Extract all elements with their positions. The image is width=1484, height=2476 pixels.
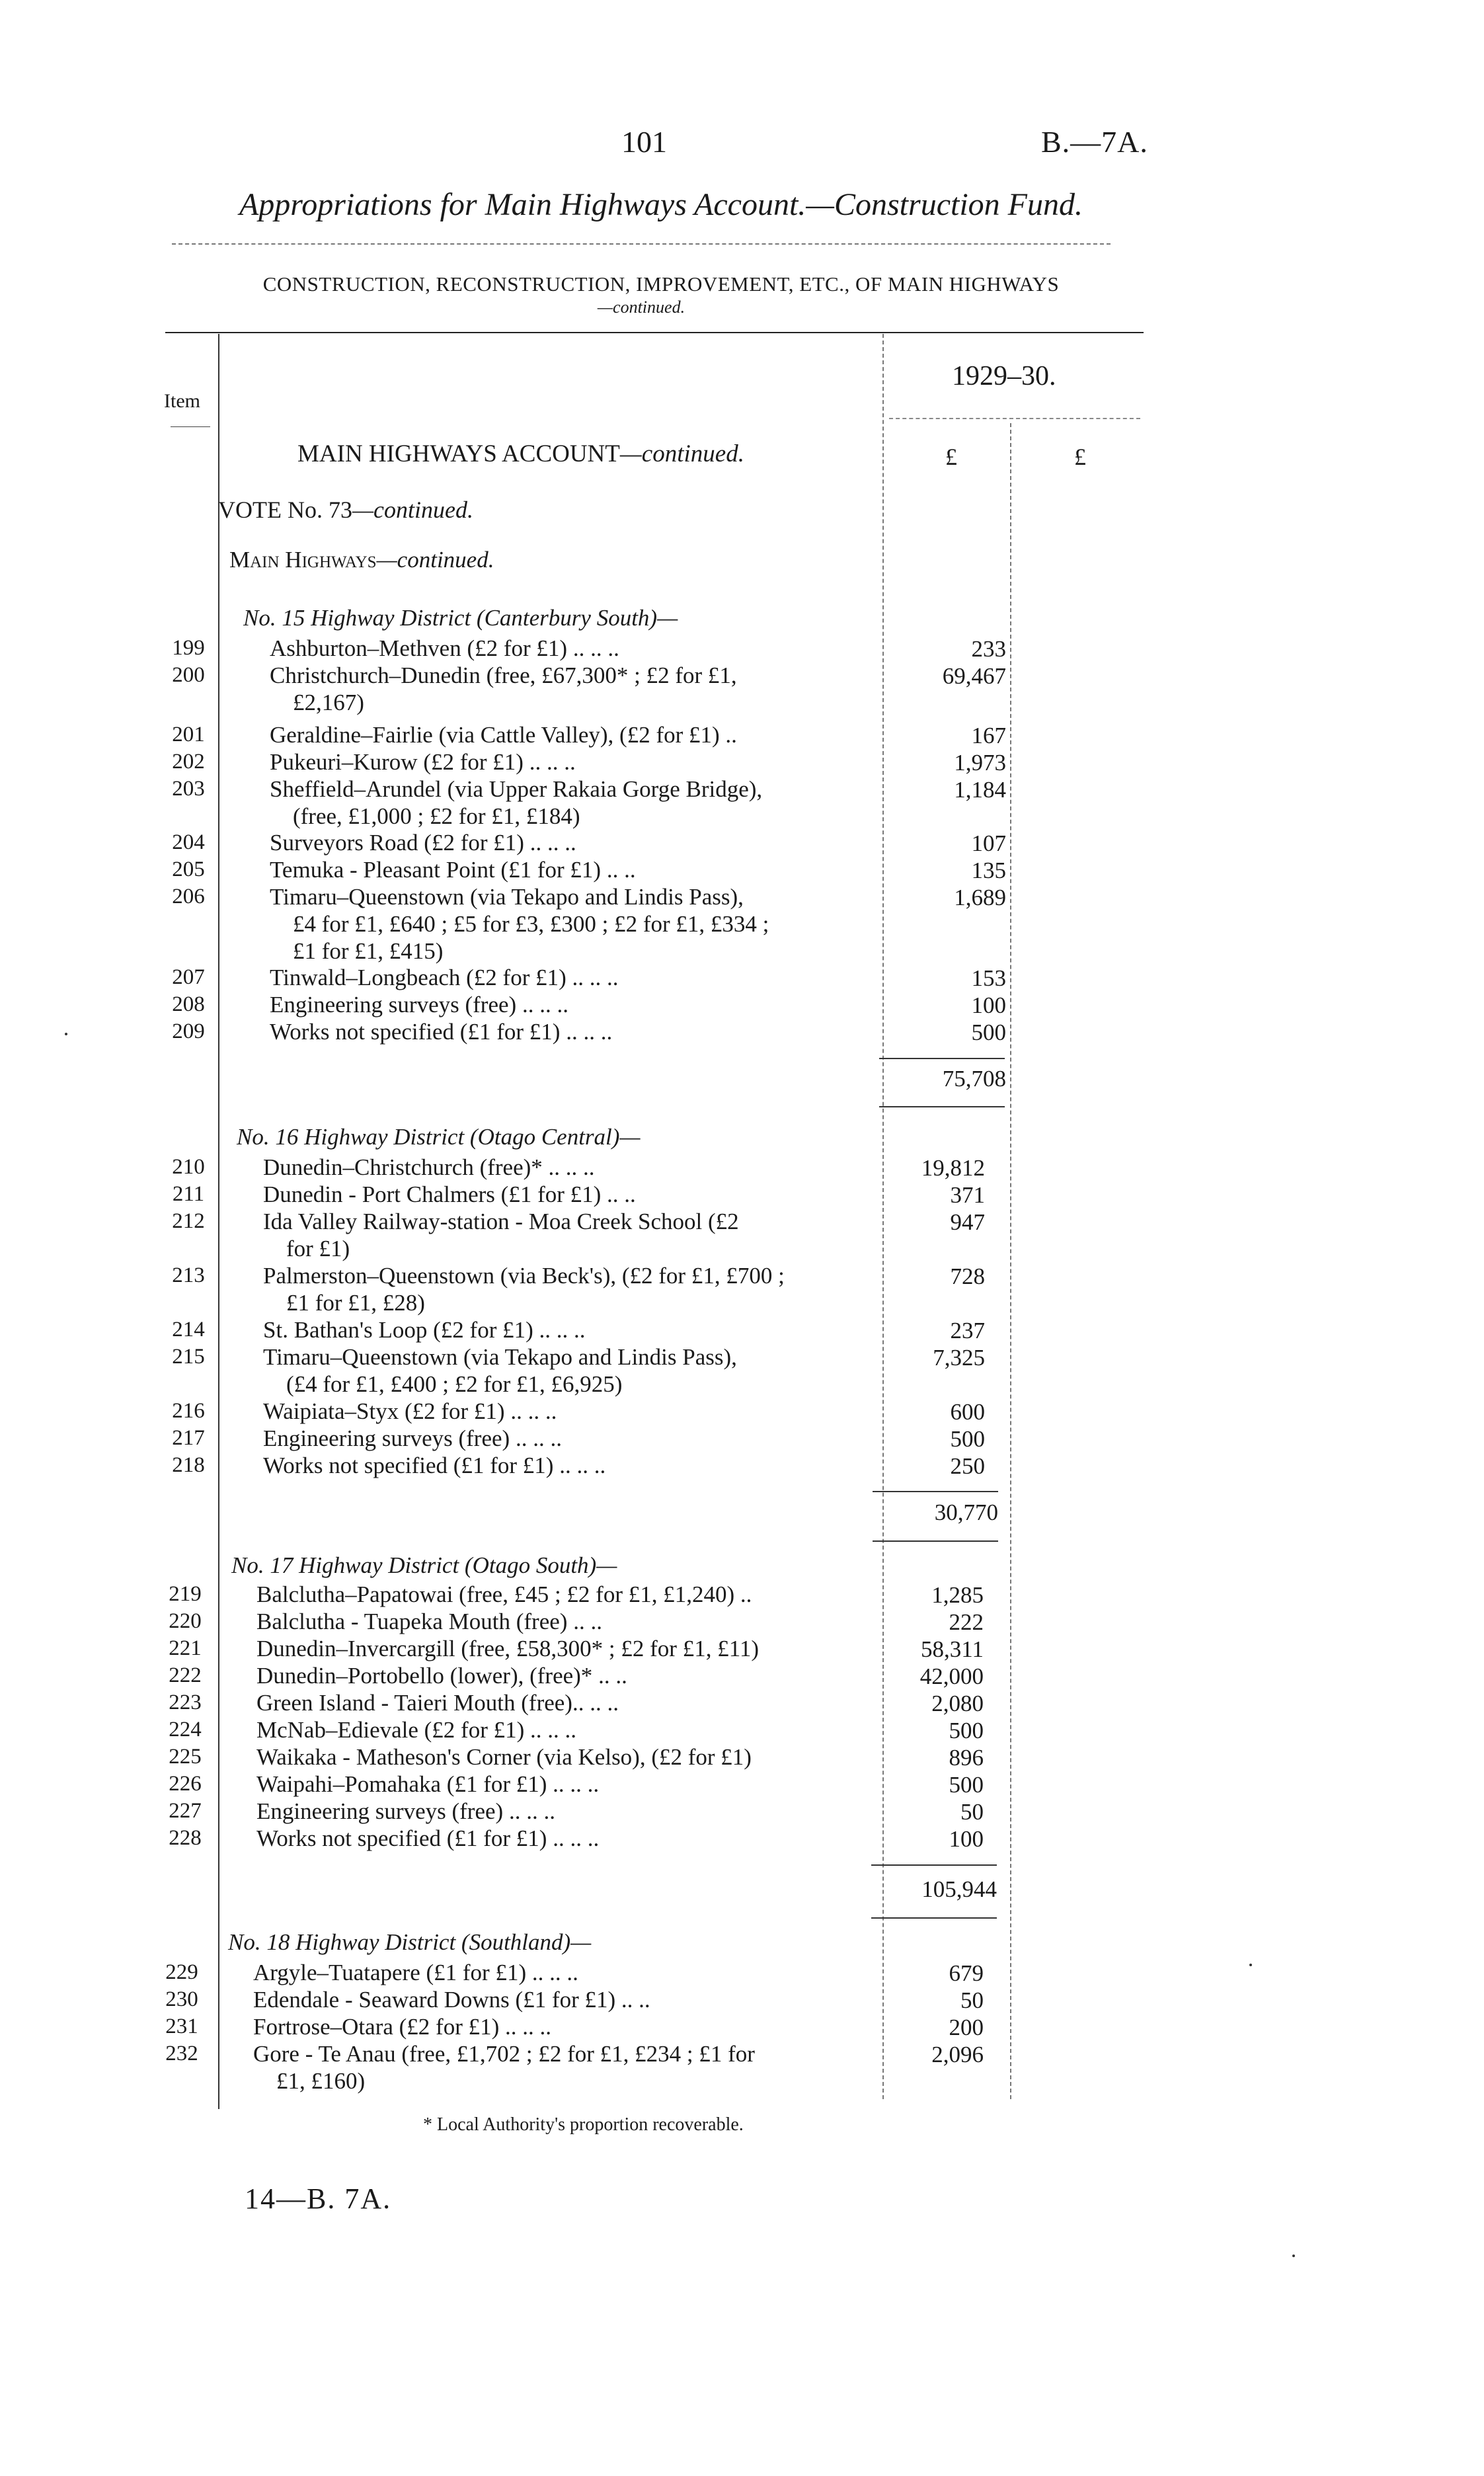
row-description-text: Works not specified (£1 for £1)	[256, 1825, 547, 1851]
row-amount: 135	[971, 858, 1006, 883]
row-leaders: .. .. ..	[533, 1317, 586, 1343]
item-number: 212	[172, 1209, 205, 1233]
row-description-text: Waikaka - Matheson's Corner (via Kelso), (£2 for £1)	[256, 1744, 752, 1770]
row-leaders: .. ..	[615, 1987, 650, 2013]
row-leaders: .. .. ..	[547, 1771, 600, 1797]
row-description	[256, 1716, 871, 1743]
item-number: 217	[172, 1426, 205, 1450]
item-number: 215	[172, 1345, 205, 1369]
row-description	[263, 1181, 878, 1208]
row-amount: 100	[949, 1826, 984, 1852]
scan-speck	[65, 1033, 67, 1035]
row-leaders: .. .. ..	[547, 1825, 600, 1851]
district-subtotal: 30,770	[934, 1499, 998, 1525]
row-description-text: Engineering surveys (free)	[263, 1425, 510, 1451]
row-description	[270, 964, 884, 991]
district-heading: No. 15 Highway District (Canterbury South)—	[243, 605, 678, 631]
row-description-text: Ashburton–Methven (£2 for £1)	[270, 635, 568, 661]
item-number: 224	[169, 1718, 202, 1741]
row-description	[270, 776, 884, 830]
row-description	[263, 1316, 878, 1343]
item-number: 231	[165, 2015, 198, 2038]
row-leaders: .. .. ..	[567, 635, 619, 661]
page-number: 101	[621, 125, 667, 159]
row-description-text: Timaru–Queenstown (via Tekapo and Lindis Pass),	[270, 884, 744, 910]
row-leaders: .. .. ..	[523, 749, 576, 775]
row-description-text: Ida Valley Railway-station - Moa Creek School (£2	[263, 1209, 739, 1234]
row-description	[270, 829, 884, 856]
account-heading	[297, 440, 744, 468]
row-description	[263, 1452, 878, 1479]
scan-speck	[1292, 2255, 1295, 2257]
row-amount: 1,689	[954, 885, 1006, 910]
row-amount: 896	[949, 1745, 984, 1771]
item-number: 225	[169, 1745, 202, 1769]
row-amount: 250	[950, 1453, 985, 1479]
row-leaders: .. ..	[601, 1181, 636, 1207]
row-leaders: .. .. ..	[560, 1019, 613, 1045]
row-amount: 1,973	[954, 750, 1006, 776]
vote-heading-continued: —continued.	[352, 497, 473, 523]
currency-symbol-column1: £	[945, 444, 957, 470]
row-amount: 153	[971, 965, 1006, 991]
row-leaders: ..	[719, 722, 737, 748]
row-amount: 2,096	[931, 2042, 984, 2067]
district-heading: No. 16 Highway District (Otago Central)—	[237, 1124, 641, 1150]
row-description	[270, 1018, 884, 1045]
item-number: 220	[169, 1609, 202, 1633]
row-description-text: St. Bathan's Loop (£2 for £1)	[263, 1317, 533, 1343]
row-description-text: Temuka - Pleasant Point (£1 for £1)	[270, 857, 602, 883]
row-amount: 237	[950, 1318, 985, 1343]
row-description-text: Green Island - Taieri Mouth (free)..	[256, 1690, 584, 1716]
row-leaders: .. .. ..	[553, 1453, 606, 1478]
row-description-continued: £2,167)	[293, 690, 364, 715]
item-number: 219	[169, 1582, 202, 1606]
scan-speck	[1249, 1964, 1252, 1966]
row-amount: 947	[950, 1209, 985, 1235]
row-description-continued: £4 for £1, £640 ; £5 for £3, £300 ; £2 for £1, £334 ;	[293, 911, 769, 937]
row-leaders: .. ..	[601, 857, 636, 883]
row-description	[256, 1608, 871, 1635]
row-description-text: Dunedin–Christchurch (free)*	[263, 1154, 543, 1180]
row-description-text: Sheffield–Arundel (via Upper Rakaia Gorge Bridge),	[270, 776, 763, 802]
row-description	[270, 856, 884, 883]
row-amount: 500	[971, 1019, 1006, 1045]
row-leaders: .. ..	[567, 1609, 602, 1634]
row-description	[256, 1798, 871, 1825]
row-description	[256, 1635, 871, 1662]
subtotal-rule	[879, 1106, 1005, 1107]
row-leaders: .. .. ..	[526, 1960, 578, 1985]
section-subtitle-continued: —continued.	[597, 298, 685, 317]
row-amount: 167	[971, 723, 1006, 748]
subtotal-rule	[879, 1058, 1005, 1059]
row-description-continued: £1 for £1, £28)	[286, 1290, 425, 1316]
page-signature: 14—B. 7A.	[245, 2182, 392, 2215]
item-number: 200	[172, 663, 205, 687]
section-subtitle: CONSTRUCTION, RECONSTRUCTION, IMPROVEMENT, ETC., OF MAIN HIGHWAYS	[262, 272, 1060, 296]
row-description	[256, 1689, 871, 1716]
item-number: 211	[172, 1182, 205, 1206]
footnote: * Local Authority's proportion recoverable.	[423, 2114, 744, 2135]
row-leaders: .. .. ..	[524, 830, 576, 856]
page-title: Appropriations for Main Highways Account.—Construction Fund.	[239, 187, 1083, 222]
row-leaders: .. .. ..	[566, 965, 619, 990]
vote-heading-text: VOTE No. 73	[218, 497, 352, 523]
row-description	[253, 1959, 868, 1986]
account-heading-text: MAIN HIGHWAYS ACCOUNT	[297, 440, 620, 467]
row-amount: 50	[960, 1987, 984, 2013]
item-number: 204	[172, 830, 205, 854]
row-amount: 200	[949, 2015, 984, 2040]
row-description	[270, 883, 884, 965]
main-highways-heading-continued: —continued.	[376, 547, 494, 573]
row-amount: 50	[960, 1799, 984, 1825]
row-description-text: Palmerston–Queenstown (via Beck's), (£2 for £1, £700 ;	[263, 1263, 785, 1289]
row-description	[256, 1581, 871, 1608]
row-description	[256, 1662, 871, 1689]
year-column-header: 1929–30.	[952, 361, 1056, 391]
row-leaders: .. .. ..	[504, 1398, 557, 1424]
row-description-continued: £1 for £1, £415)	[293, 938, 444, 964]
row-description-text: Gore - Te Anau (free, £1,702 ; £2 for £1, £234 ; £1 for	[253, 2041, 755, 2067]
row-description-text: Waipahi–Pomahaka (£1 for £1)	[256, 1771, 547, 1797]
row-description-text: Surveyors Road (£2 for £1)	[270, 830, 524, 856]
row-amount: 728	[950, 1263, 985, 1289]
row-description	[256, 1771, 871, 1798]
subtotal-rule	[871, 1917, 997, 1919]
row-description	[253, 1986, 868, 2013]
row-leaders: ..	[734, 1581, 752, 1607]
row-description-text: Engineering surveys (free)	[256, 1798, 504, 1824]
row-amount: 500	[950, 1426, 985, 1452]
item-column-rule	[218, 334, 219, 2109]
row-description-text: Engineering surveys (free)	[270, 992, 517, 1018]
title-divider	[172, 243, 1111, 245]
row-description-continued: £1, £160)	[276, 2068, 366, 2094]
row-description-text: Tinwald–Longbeach (£2 for £1)	[270, 965, 566, 990]
item-number: 221	[169, 1636, 202, 1660]
row-amount: 69,467	[942, 663, 1006, 689]
row-description	[263, 1154, 878, 1181]
row-description	[270, 635, 884, 662]
row-description-text: Pukeuri–Kurow (£2 for £1)	[270, 749, 524, 775]
item-number: 202	[172, 750, 205, 774]
row-amount: 500	[949, 1772, 984, 1798]
row-description-text: Works not specified (£1 for £1)	[263, 1453, 554, 1478]
row-amount: 107	[971, 830, 1006, 856]
row-amount: 42,000	[919, 1663, 984, 1689]
item-number: 209	[172, 1019, 205, 1043]
row-amount: 19,812	[921, 1155, 985, 1181]
row-description-text: Waipiata–Styx (£2 for £1)	[263, 1398, 505, 1424]
row-description	[263, 1262, 878, 1316]
item-number: 210	[172, 1155, 205, 1179]
row-description-text: Balclutha - Tuapeka Mouth (free)	[256, 1609, 568, 1634]
item-number: 216	[172, 1399, 205, 1423]
row-description-text: Fortrose–Otara (£2 for £1)	[253, 2014, 500, 2040]
row-description-text: Argyle–Tuatapere (£1 for £1)	[253, 1960, 527, 1985]
row-leaders: .. ..	[592, 1663, 627, 1689]
row-description-text: Dunedin - Port Chalmers (£1 for £1)	[263, 1181, 602, 1207]
item-number: 214	[172, 1318, 205, 1341]
item-number: 201	[172, 723, 205, 746]
row-leaders: .. .. ..	[510, 1425, 562, 1451]
row-description-text: Balclutha–Papatowai (free, £45 ; £2 for £1, £1,240)	[256, 1581, 735, 1607]
row-amount: 500	[949, 1718, 984, 1743]
row-amount: 1,285	[931, 1582, 984, 1608]
row-description-continued: (£4 for £1, £400 ; £2 for £1, £6,925)	[286, 1371, 623, 1397]
district-subtotal: 75,708	[942, 1066, 1006, 1092]
row-leaders: .. ..	[584, 1690, 619, 1716]
row-description	[270, 991, 884, 1018]
item-number: 207	[172, 965, 205, 989]
row-description-text: McNab–Edievale (£2 for £1)	[256, 1717, 525, 1743]
row-amount: 2,080	[931, 1691, 984, 1716]
row-amount: 222	[949, 1609, 984, 1635]
row-description-text: Geraldine–Fairlie (via Cattle Valley), (£2 for £1)	[270, 722, 720, 748]
item-number: 199	[172, 636, 205, 660]
item-number: 232	[165, 2042, 198, 2065]
row-description	[270, 721, 884, 748]
row-description	[253, 2013, 868, 2040]
subtotal-rule	[873, 1491, 998, 1492]
row-amount: 233	[971, 636, 1006, 662]
item-number: 205	[172, 858, 205, 881]
row-amount: 371	[950, 1182, 985, 1208]
row-description-text: Edendale - Seaward Downs (£1 for £1)	[253, 1987, 616, 2013]
item-number: 229	[165, 1960, 198, 1984]
table-top-rule	[165, 332, 1144, 333]
item-number: 226	[169, 1772, 202, 1796]
item-number: 203	[172, 777, 205, 801]
account-heading-continued: —continued.	[619, 440, 744, 467]
row-description-continued: for £1)	[286, 1236, 350, 1261]
item-number: 218	[172, 1453, 205, 1477]
district-heading: No. 17 Highway District (Otago South)—	[231, 1552, 617, 1578]
district-heading: No. 18 Highway District (Southland)—	[228, 1929, 592, 1955]
row-description	[270, 748, 884, 776]
row-description-text: Works not specified (£1 for £1)	[270, 1019, 561, 1045]
row-description	[256, 1825, 871, 1852]
district-subtotal: 105,944	[921, 1876, 997, 1902]
item-number: 213	[172, 1263, 205, 1287]
subtotal-rule	[873, 1540, 998, 1542]
currency-symbol-column2: £	[1074, 444, 1086, 470]
document-reference: B.—7A.	[1041, 125, 1148, 159]
row-leaders: .. .. ..	[503, 1798, 555, 1824]
item-number: 227	[169, 1799, 202, 1823]
row-amount: 100	[971, 992, 1006, 1018]
item-number: 208	[172, 992, 205, 1016]
item-number: 222	[169, 1663, 202, 1687]
vote-heading	[218, 496, 473, 524]
main-highways-heading-text: Main Highways	[229, 547, 377, 573]
subtotal-rule	[871, 1864, 997, 1866]
row-leaders: .. .. ..	[524, 1717, 577, 1743]
item-column-header: Item	[164, 390, 200, 412]
item-number: 206	[172, 885, 205, 908]
row-description	[270, 662, 884, 716]
row-description-text: Christchurch–Dunedin (free, £67,300* ; £2 for £1,	[270, 662, 737, 688]
item-number: 223	[169, 1691, 202, 1714]
year-header-rule	[889, 418, 1140, 419]
row-amount: 600	[950, 1399, 985, 1425]
row-description	[256, 1743, 871, 1771]
row-description	[263, 1425, 878, 1452]
row-description	[253, 2040, 868, 2095]
row-amount: 58,311	[921, 1636, 984, 1662]
row-leaders: .. .. ..	[499, 2014, 552, 2040]
item-number: 230	[165, 1987, 198, 2011]
row-leaders: .. .. ..	[516, 992, 568, 1018]
row-amount: 7,325	[933, 1345, 985, 1371]
main-highways-heading	[229, 547, 494, 573]
row-description	[263, 1398, 878, 1425]
row-description-text: Timaru–Queenstown (via Tekapo and Lindis Pass),	[263, 1344, 737, 1370]
row-amount: 1,184	[954, 777, 1006, 803]
row-leaders: .. .. ..	[542, 1154, 595, 1180]
row-description-text: Dunedin–Invercargill (free, £58,300* ; £2 for £1, £11)	[256, 1636, 760, 1661]
row-description	[263, 1208, 878, 1262]
row-description	[263, 1343, 878, 1398]
item-number: 228	[169, 1826, 202, 1850]
row-description-continued: (free, £1,000 ; £2 for £1, £184)	[293, 803, 580, 829]
row-amount: 679	[949, 1960, 984, 1986]
row-description-text: Dunedin–Portobello (lower), (free)*	[256, 1663, 593, 1689]
amount-column-rule-right	[1010, 423, 1011, 2099]
item-header-rule	[171, 426, 210, 427]
